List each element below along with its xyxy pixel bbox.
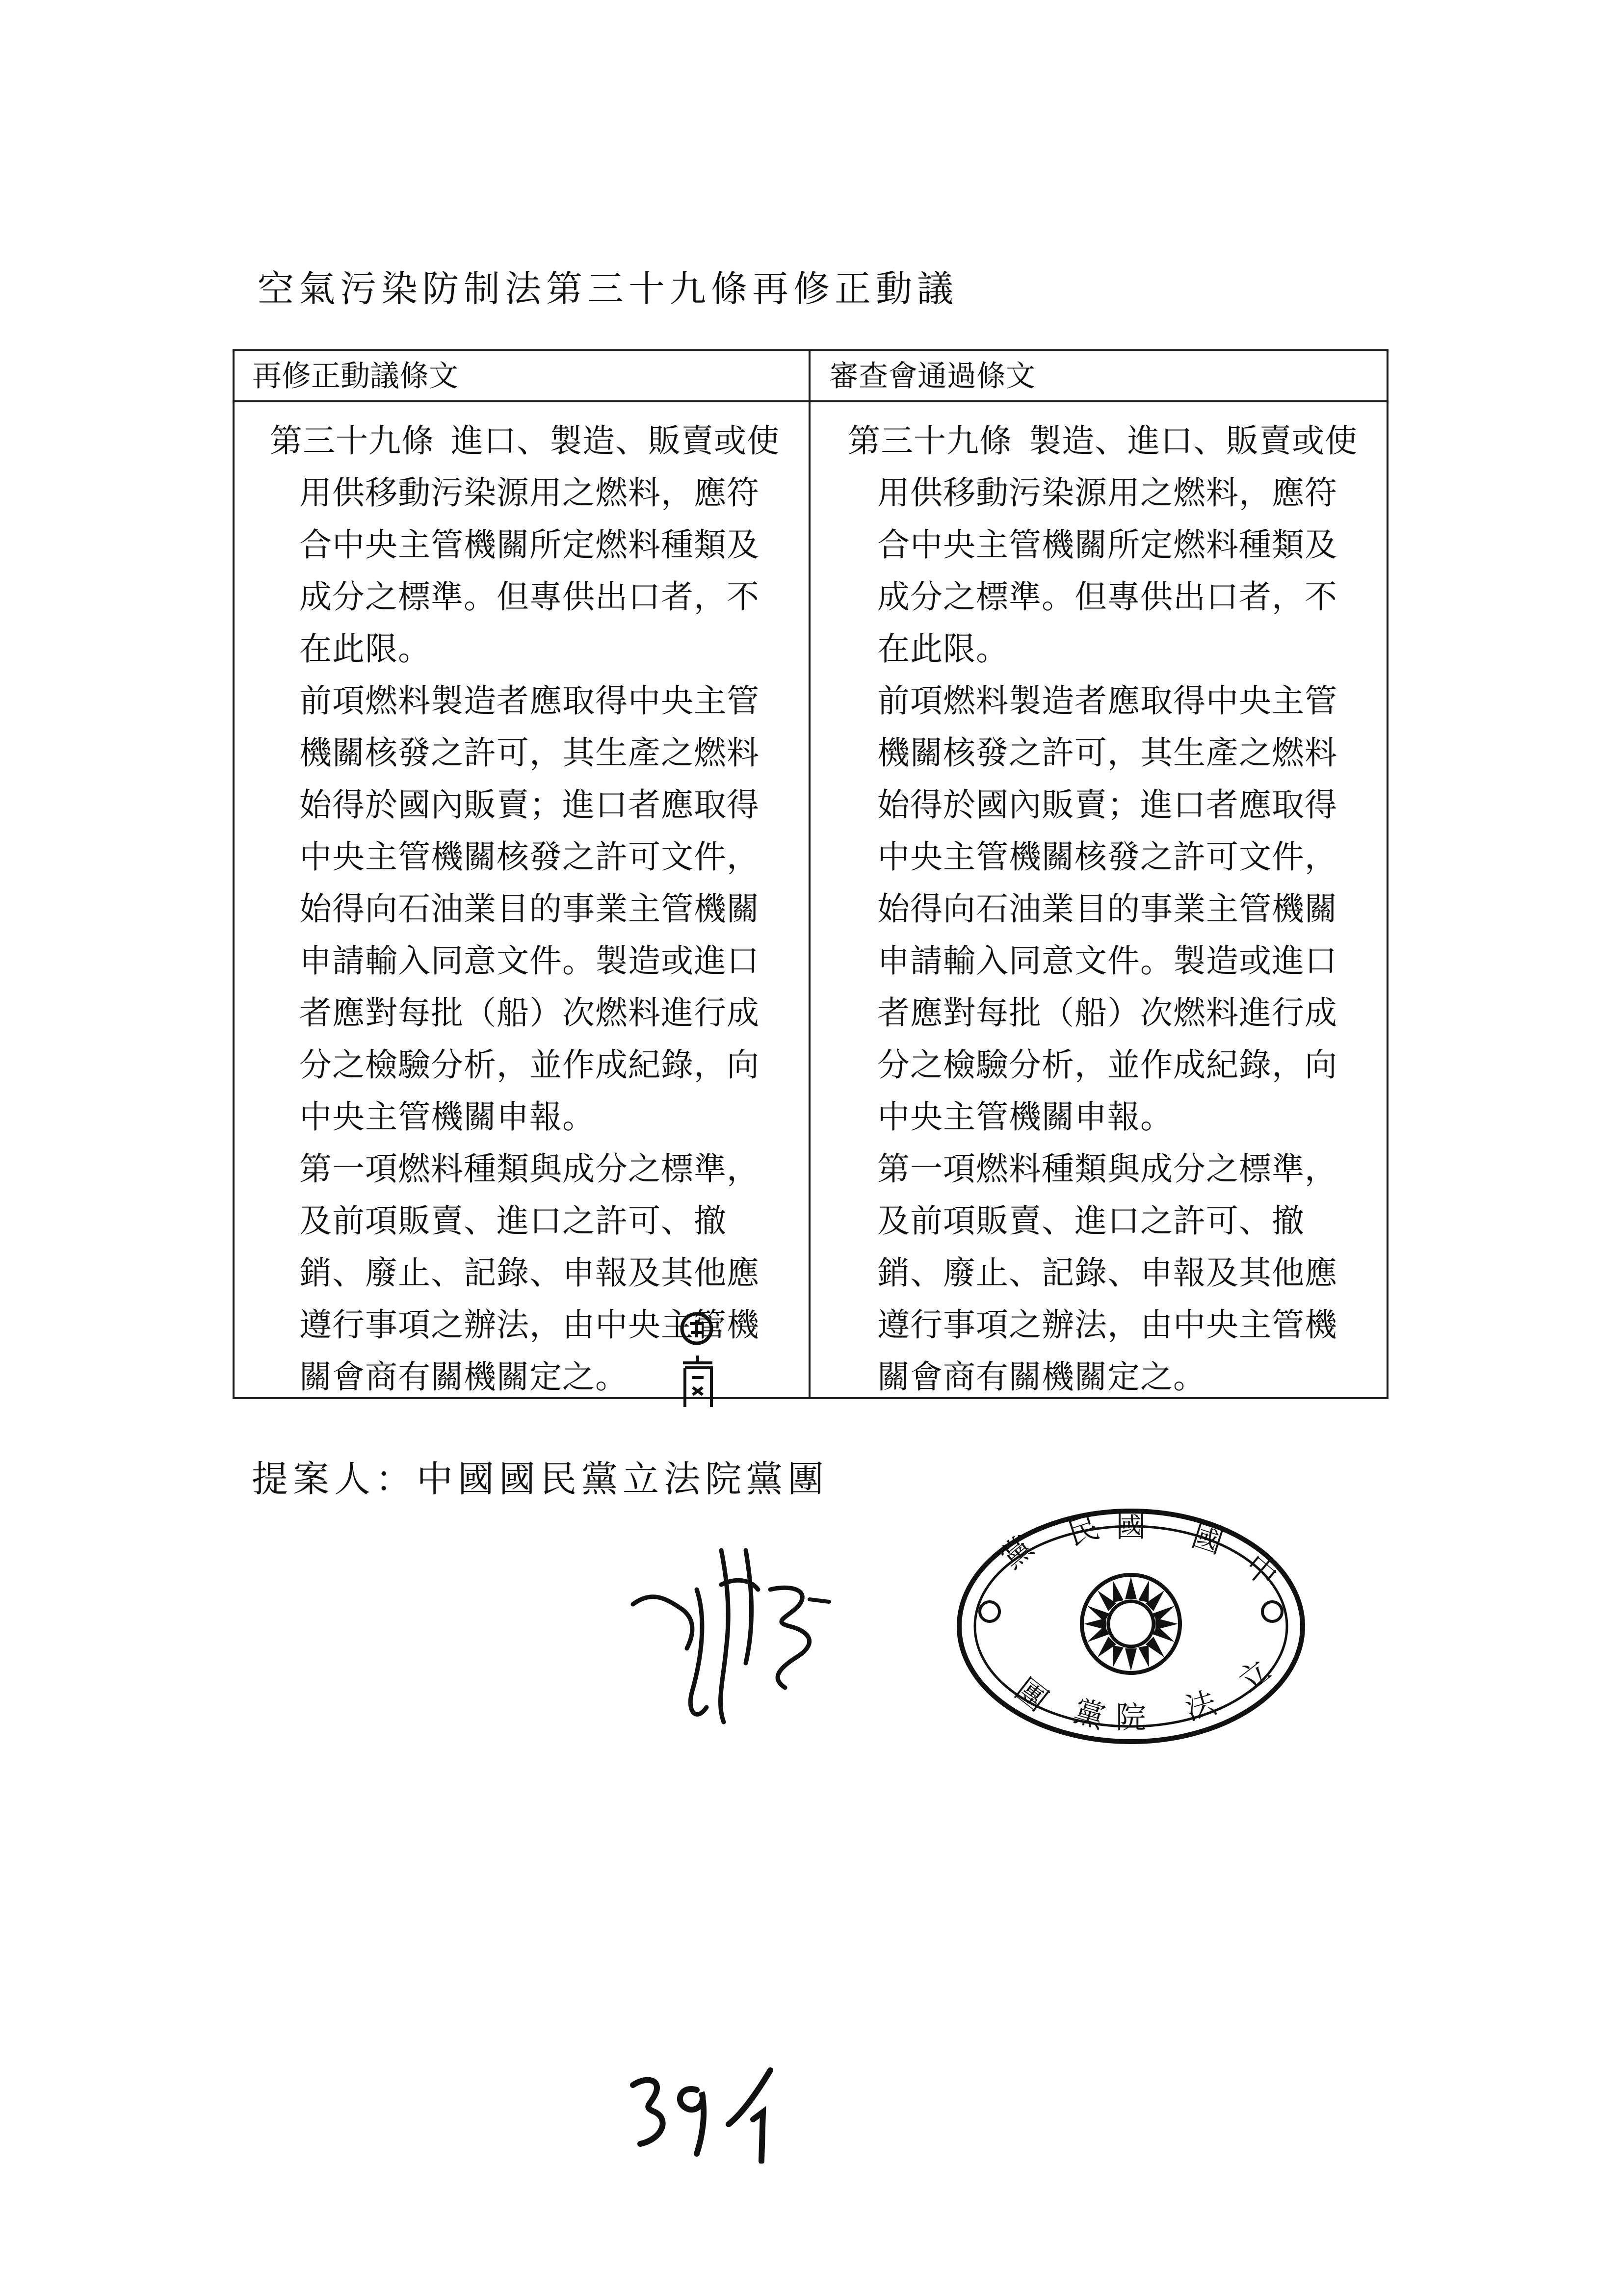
handwritten-page-number (628, 2065, 824, 2164)
svg-text:團: 團 (1008, 1671, 1055, 1719)
article-paragraph-3: 第一項燃料種類與成分之標準，及前項販賣、進口之許可、撤銷、廢止、記錄、申報及其他應遵行事項之辦法，由中央主管機關會商有關機關定之。 (877, 1150, 1337, 1396)
svg-text:民: 民 (1063, 1509, 1103, 1553)
article-paragraph-1 (270, 415, 790, 675)
svg-text:國: 國 (1115, 1508, 1147, 1544)
paragraph-text: 進口、製造、販賣或使用供移動污染源用之燃料，應符合中央主管機關所定燃料種類及成分之標準。但專供出口者，不在此限。 (299, 422, 780, 668)
proposer-line: 提案人：中國國民黨立法院黨團 (252, 1458, 829, 1500)
article-number: 第三十九條 (848, 422, 1012, 460)
committee-passed-text (848, 415, 1368, 1403)
article-paragraph-3: 第一項燃料種類與成分之標準，及前項販賣、進口之許可、撤銷、廢止、記錄、申報及其他應遵行事項之辦法，由中央主管機關會商有關機關定之。 (299, 1150, 760, 1396)
document-title: 空氣污染防制法第三十九條再修正動議 (258, 268, 958, 310)
paragraph-text: 製造、進口、販賣或使用供移動污染源用之燃料，應符合中央主管機關所定燃料種類及成分之標準。但專供出口者，不在此限。 (877, 422, 1358, 668)
svg-text:中: 中 (1238, 1547, 1284, 1594)
article-paragraph-2: 前項燃料製造者應取得中央主管機關核發之許可，其生產之燃料始得於國內販賣；進口者應取得中央主管機關核發之許可文件，始得向石油業目的事業主管機關申請輸入同意文件。製造或進口者應對每批（船）次燃料進行成分之檢驗分析，並作成紀錄，向中央主管機關申報。 (299, 682, 760, 1136)
svg-text:立: 立 (1231, 1652, 1278, 1699)
svg-text:法: 法 (1181, 1684, 1220, 1727)
header-committee-passed: 審查會通過條文 (829, 359, 1035, 393)
column-divider (809, 351, 811, 1397)
svg-text:院: 院 (1115, 1699, 1147, 1735)
header-rule (235, 400, 1387, 402)
svg-text:黨: 黨 (1070, 1693, 1109, 1736)
article-paragraph-1 (848, 415, 1368, 675)
article-paragraph-2: 前項燃料製造者應取得中央主管機關核發之許可，其生產之燃料始得於國內販賣；進口者應取得中央主管機關核發之許可文件，始得向石油業目的事業主管機關申請輸入同意文件。製造或進口者應對每批（船）次燃料進行成分之檢驗分析，並作成紀錄，向中央主管機關申報。 (877, 682, 1337, 1136)
signature (623, 1531, 878, 1737)
revised-motion-text (270, 415, 790, 1403)
article-number: 第三十九條 (270, 422, 434, 460)
svg-text:黨: 黨 (994, 1528, 1041, 1576)
header-revised-motion: 再修正動議條文 (252, 359, 458, 393)
amendment-comparison-table (233, 349, 1388, 1399)
party-caucus-seal (954, 1506, 1308, 1747)
svg-text:國: 國 (1187, 1517, 1228, 1561)
handwritten-correction-mark (673, 1309, 722, 1412)
